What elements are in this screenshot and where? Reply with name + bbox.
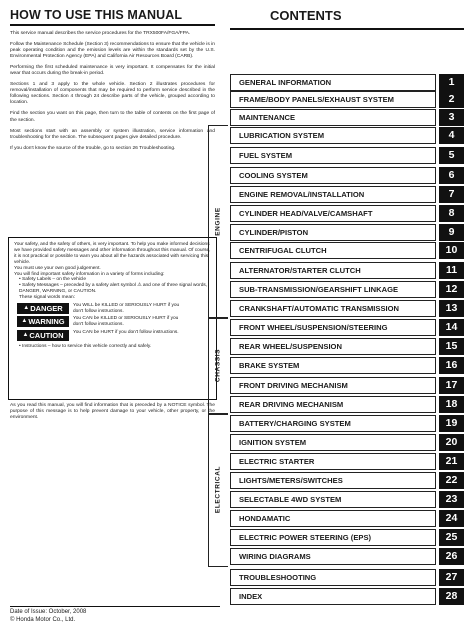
section-number-tab: 25 [439, 529, 464, 546]
section-number-tab: 5 [439, 147, 464, 164]
contents-entry-label: MAINTENANCE [230, 109, 436, 126]
contents-entry-label: ALTERNATOR/STARTER CLUTCH [230, 262, 436, 279]
section-number-tab: 23 [439, 491, 464, 508]
section-number-tab: 14 [439, 319, 464, 336]
alert-triangle-icon: ▲ [23, 305, 30, 312]
danger-badge: ▲ DANGER [17, 303, 69, 314]
contents-entry[interactable] [230, 453, 464, 470]
contents-entry-label: ELECTRIC STARTER [230, 453, 436, 470]
contents-entry[interactable] [230, 281, 464, 298]
contents-entry-label: HONDAMATIC [230, 510, 436, 527]
contents-entry[interactable] [230, 319, 464, 336]
how-to-use-section [10, 8, 215, 157]
danger-text: You WILL be KILLED or SERIOUSLY HURT if you don't follow instructions. [73, 303, 180, 314]
contents-entry[interactable] [230, 415, 464, 432]
contents-entry-label: ELECTRIC POWER STEERING (EPS) [230, 529, 436, 546]
page-footer [10, 606, 220, 624]
contents-entry-label: REAR DRIVING MECHANISM [230, 396, 436, 413]
contents-entry[interactable] [230, 242, 464, 259]
contents-entry[interactable] [230, 491, 464, 508]
instructions-bullet: • Instructions – how to service this vehicle correctly and safely. [19, 343, 152, 349]
section-number-tab: 1 [439, 74, 464, 91]
contents-entry-label: SELECTABLE 4WD SYSTEM [230, 491, 436, 508]
contents-divider [230, 28, 464, 30]
contents-entry-label: TROUBLESHOOTING [230, 569, 436, 586]
contents-entry-label: IGNITION SYSTEM [230, 434, 436, 451]
contents-entry-label: BATTERY/CHARGING SYSTEM [230, 415, 436, 432]
contents-entry[interactable] [230, 357, 464, 374]
contents-entry[interactable] [230, 338, 464, 355]
warning-badge: ▲ WARNING [17, 316, 69, 327]
section-number-tab: 26 [439, 548, 464, 565]
contents-entry[interactable] [230, 529, 464, 546]
section-number-tab: 28 [439, 588, 464, 605]
contents-entry-label: FUEL SYSTEM [230, 147, 436, 164]
contents-entry-label: FRAME/BODY PANELS/EXHAUST SYSTEM [230, 91, 436, 108]
danger-signal-row [14, 303, 211, 314]
safety-intro: Your safety, and the safety of others, is very important. To help you make informed decisions we have provided safety messages and other information throughout this manual. Of course, it is not practical or possible to warn you about all the hazards associated with servicing this vehicle. [14, 242, 211, 265]
copyright: © Honda Motor Co., Ltd. [10, 617, 76, 623]
safety-list-intro: You will find important safety information in a variety of forms including: [14, 271, 165, 277]
caution-text: You CAN be HURT if you don't follow instructions. [73, 329, 179, 335]
section-number-tab: 21 [439, 453, 464, 470]
electrical-group-label: ELECTRICAL [214, 465, 222, 514]
section-number-tab: 17 [439, 377, 464, 394]
chassis-group-label: CHASSIS [214, 348, 222, 383]
contents-entry[interactable] [230, 147, 464, 164]
how-to-use-title: HOW TO USE THIS MANUAL [10, 8, 183, 22]
contents-entry[interactable] [230, 74, 464, 91]
section-number-tab: 13 [439, 300, 464, 317]
contents-title: CONTENTS [270, 8, 342, 23]
section-number-tab: 2 [439, 91, 464, 108]
section-structure-paragraph: Most sections start with an assembly or system illustration, service information and troubleshooting for the section. The subsequent pages give detailed procedure. [10, 128, 215, 140]
section-number-tab: 16 [439, 357, 464, 374]
troubleshooting-paragraph: If you don't know the source of the trouble, go to section 26 Troubleshooting. [10, 145, 176, 151]
contents-entry-label: CRANKSHAFT/AUTOMATIC TRANSMISSION [230, 300, 436, 317]
section-number-tab: 22 [439, 472, 464, 489]
contents-entry-label: CENTRIFUGAL CLUTCH [230, 242, 436, 259]
safety-messages-bullet: • Safety Messages – preceded by a safety alert symbol ⚠ and one of three signal words, DANGER, WARNING, or CAUTION. [19, 283, 208, 295]
contents-entry-label: COOLING SYSTEM [230, 167, 436, 184]
contents-entry[interactable] [230, 127, 464, 144]
contents-entry-label: LUBRICATION SYSTEM [230, 127, 436, 144]
warning-signal-row [14, 316, 211, 327]
contents-entry[interactable] [230, 109, 464, 126]
contents-entry-label: WIRING DIAGRAMS [230, 548, 436, 565]
section-number-tab: 27 [439, 569, 464, 586]
issue-date: Date of Issue: October, 2008 [10, 609, 87, 615]
section-number-tab: 10 [439, 242, 464, 259]
contents-entry-label: SUB-TRANSMISSION/GEARSHIFT LINKAGE [230, 281, 436, 298]
contents-entry-label: CYLINDER/PISTON [230, 224, 436, 241]
alert-triangle-icon: ▲ [21, 318, 28, 325]
contents-entry-label: BRAKE SYSTEM [230, 357, 436, 374]
contents-entry-label: REAR WHEEL/SUSPENSION [230, 338, 436, 355]
signal-words-intro: These signal words mean: [19, 295, 75, 301]
contents-entry[interactable] [230, 167, 464, 184]
contents-entry-label: FRONT DRIVING MECHANISM [230, 377, 436, 394]
contents-entry[interactable] [230, 548, 464, 565]
contents-entry-label: ENGINE REMOVAL/INSTALLATION [230, 186, 436, 203]
find-section-paragraph: Find the section you want on this page, then turn to the table of contents on the first page of the section. [10, 111, 215, 123]
contents-entry-label: LIGHTS/METERS/SWITCHES [230, 472, 436, 489]
section-number-tab: 7 [439, 186, 464, 203]
contents-entry[interactable] [230, 224, 464, 241]
safety-labels-bullet: • Safety Labels – on the vehicle [19, 277, 87, 283]
section-number-tab: 12 [439, 281, 464, 298]
warning-text: You CAN be KILLED or SERIOUSLY HURT if you don't follow instructions. [73, 316, 179, 328]
notice-paragraph: As you read this manual, you will find information that is preceded by a NOTICE symbol. The purpose of this message is to help prevent damage to your vehicle, other property, or the environment. [10, 403, 215, 421]
contents-entry-label: GENERAL INFORMATION [230, 74, 436, 91]
maintenance-paragraph: Follow the Maintenance Schedule (Section 3) recommendations to ensure that the vehicle is in peak operating condition and the emission levels are within the standards set by the U.S. Environmental Protection Agency (EPA) and California Air Resources Board (CARB). [10, 41, 215, 59]
contents-entry[interactable] [230, 588, 464, 605]
engine-group-label: ENGINE [214, 207, 222, 236]
contents-entry-label: CYLINDER HEAD/VALVE/CAMSHAFT [230, 205, 436, 222]
section-number-tab: 4 [439, 127, 464, 144]
contents-entry[interactable] [230, 396, 464, 413]
title-divider [10, 24, 215, 26]
section-number-tab: 20 [439, 434, 464, 451]
section-number-tab: 11 [439, 262, 464, 279]
section-number-tab: 15 [439, 338, 464, 355]
contents-entry[interactable] [230, 262, 464, 279]
section-number-tab: 18 [439, 396, 464, 413]
safety-judgment: You must use your own good judgement. [14, 265, 101, 271]
sections-paragraph: Sections 1 and 3 apply to the whole vehicle. Section 2 illustrates procedures for removal/installation of components that may be required to perform service described in the following sections. Section 4 through 24 describe parts of the vehicle, grouped according to location. [10, 82, 215, 106]
contents-entry[interactable] [230, 434, 464, 451]
contents-entry[interactable] [230, 300, 464, 317]
footer-divider [10, 606, 220, 607]
safety-message-box [8, 237, 217, 400]
caution-badge: ▲ CAUTION [17, 330, 69, 341]
section-number-tab: 9 [439, 224, 464, 241]
contents-entry[interactable] [230, 91, 464, 108]
notice-paragraph-block [10, 403, 215, 426]
contents-entry[interactable] [230, 472, 464, 489]
contents-entry[interactable] [230, 569, 464, 586]
alert-triangle-icon: ▲ [22, 331, 29, 338]
intro-paragraph: This service manual describes the service procedures for the TRX500FA/FGA/FPA. [10, 30, 191, 36]
section-number-tab: 19 [439, 415, 464, 432]
section-number-tab: 3 [439, 109, 464, 126]
contents-entry[interactable] [230, 205, 464, 222]
contents-entry[interactable] [230, 377, 464, 394]
caution-signal-row [14, 330, 211, 341]
contents-entry[interactable] [230, 510, 464, 527]
contents-entry[interactable] [230, 186, 464, 203]
first-maintenance-paragraph: Performing the first scheduled maintenance is very important. It compensates for the initial wear that occurs during the break-in period. [10, 64, 215, 76]
contents-entry-label: INDEX [230, 588, 436, 605]
section-number-tab: 8 [439, 205, 464, 222]
contents-entry-label: FRONT WHEEL/SUSPENSION/STEERING [230, 319, 436, 336]
section-number-tab: 6 [439, 167, 464, 184]
section-number-tab: 24 [439, 510, 464, 527]
